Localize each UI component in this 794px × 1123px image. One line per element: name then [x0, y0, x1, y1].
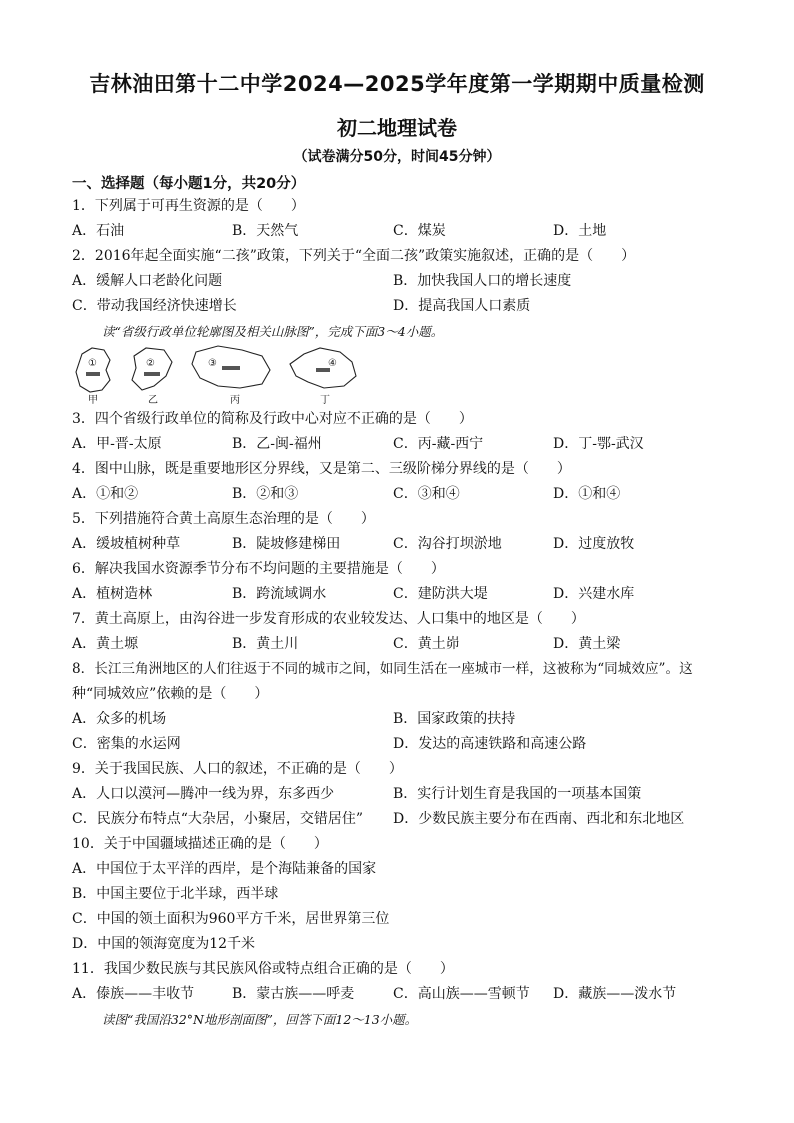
section-heading: 一、选择题（每小题1分，共20分）: [72, 176, 306, 192]
question-stem: 3．四个省级行政单位的简称及行政中心对应不正确的是（ ）: [72, 411, 473, 427]
option-b: B．国家政策的扶持: [393, 711, 516, 727]
option-c: C．建防洪大堤: [393, 586, 488, 602]
option-d: D．发达的高速铁路和高速公路: [393, 736, 587, 752]
option-a: A．①和②: [72, 486, 139, 502]
option-a: A．众多的机场: [72, 711, 167, 727]
province-yi-outline: [132, 348, 172, 390]
option-a: A．中国位于太平洋的西岸，是个海陆兼备的国家: [72, 861, 377, 877]
option-a: A．傣族——丰收节: [72, 986, 195, 1002]
question-stem-continued: 种“同城效应”依赖的是（ ）: [72, 686, 269, 702]
option-a: A．缓坡植树种草: [72, 536, 181, 552]
mountain-hatch: [222, 366, 240, 370]
question-stem: 4．图中山脉，既是重要地形区分界线，又是第二、三级阶梯分界线的是（ ）: [72, 461, 571, 477]
question-stem: 1．下列属于可再生资源的是（ ）: [72, 198, 305, 214]
label-bing: 丙: [230, 395, 240, 404]
paper-title: 初二地理试卷: [337, 116, 457, 140]
option-d: D．过度放牧: [553, 536, 635, 552]
option-d: D．丁-鄂-武汉: [553, 436, 644, 452]
question-stem: 2．2016年起全面实施“二孩”政策，下列关于“全面二孩”政策实施叙述，正确的是（ ）: [72, 248, 636, 264]
option-c: C．沟谷打坝淤地: [393, 536, 502, 552]
province-outline-figure: [72, 342, 392, 404]
option-c: C．带动我国经济快速增长: [72, 298, 237, 314]
option-d: D．提高我国人口素质: [393, 298, 531, 314]
option-c: C．丙-藏-西宁: [393, 436, 484, 452]
option-b: B．加快我国人口的增长速度: [393, 273, 572, 289]
option-b: B．蒙古族——呼麦: [232, 986, 355, 1002]
option-a: A．人口以漠河—腾冲一线为界，东多西少: [72, 786, 335, 802]
option-a: A．植树造林: [72, 586, 153, 602]
option-b: B．天然气: [232, 223, 299, 239]
map-intro-note: 读“省级行政单位轮廓图及相关山脉图”，完成下面3～4小题。: [102, 324, 444, 339]
option-c: C．黄土峁: [393, 636, 460, 652]
label-ding: 丁: [320, 395, 330, 404]
mountain-hatch: [144, 372, 160, 376]
question-stem: 5．下列措施符合黄土高原生态治理的是（ ）: [72, 511, 375, 527]
province-outline-svg: [72, 342, 392, 404]
label-yi: 乙: [148, 395, 158, 404]
province-jia-outline: [76, 348, 110, 392]
option-b: B．实行计划生育是我国的一项基本国策: [393, 786, 642, 802]
option-a: A．黄土塬: [72, 636, 139, 652]
mark-2: ②: [146, 358, 155, 369]
exam-info: （试卷满分50分，时间45分钟）: [293, 149, 501, 165]
option-d: D．①和④: [553, 486, 621, 502]
label-jia: 甲: [88, 395, 98, 404]
option-c: C．高山族——雪顿节: [393, 986, 530, 1002]
question-stem: 6．解决我国水资源季节分布不均问题的主要措施是（ ）: [72, 561, 445, 577]
option-a: A．甲-晋-太原: [72, 436, 162, 452]
option-d: D．中国的领海宽度为12千米: [72, 936, 256, 952]
profile-intro-note: 读图“我国沿32°N地形剖面图”，回答下面12～13小题。: [102, 1012, 418, 1027]
question-stem: 9．关于我国民族、人口的叙述，不正确的是（ ）: [72, 761, 403, 777]
mark-3: ③: [208, 358, 217, 369]
option-d: D．黄土梁: [553, 636, 621, 652]
school-title: 吉林油田第十二中学2024—2025学年度第一学期期中质量检测: [89, 72, 705, 96]
option-a: A．缓解人口老龄化问题: [72, 273, 223, 289]
mark-1: ①: [88, 358, 97, 369]
question-stem: 8．长江三角洲地区的人们往返于不同的城市之间，如同生活在一座城市一样，这被称为“同城效应”。这: [72, 661, 693, 677]
mountain-hatch: [86, 372, 100, 376]
option-b: B．乙-闽-福州: [232, 436, 322, 452]
option-a: A．石油: [72, 223, 125, 239]
question-stem: 11．我国少数民族与其民族风俗或特点组合正确的是（ ）: [72, 961, 454, 977]
option-b: B．跨流域调水: [232, 586, 327, 602]
option-c: C．民族分布特点“大杂居，小聚居，交错居住”: [72, 811, 364, 827]
option-d: D．土地: [553, 223, 607, 239]
option-b: B．中国主要位于北半球，西半球: [72, 886, 279, 902]
question-stem: 7．黄土高原上，由沟谷进一步发育形成的农业较发达、人口集中的地区是（ ）: [72, 611, 585, 627]
question-stem: 10．关于中国疆域描述正确的是（ ）: [72, 836, 328, 852]
option-d: D．藏族——泼水节: [553, 986, 677, 1002]
option-c: C．煤炭: [393, 223, 446, 239]
option-b: B．陡坡修建梯田: [232, 536, 341, 552]
option-c: C．中国的领土面积为960平方千米，居世界第三位: [72, 911, 390, 927]
option-b: B．②和③: [232, 486, 299, 502]
option-c: C．密集的水运网: [72, 736, 181, 752]
mark-4: ④: [328, 358, 337, 369]
option-b: B．黄土川: [232, 636, 299, 652]
option-d: D．兴建水库: [553, 586, 635, 602]
option-c: C．③和④: [393, 486, 460, 502]
option-d: D．少数民族主要分布在西南、西北和东北地区: [393, 811, 685, 827]
